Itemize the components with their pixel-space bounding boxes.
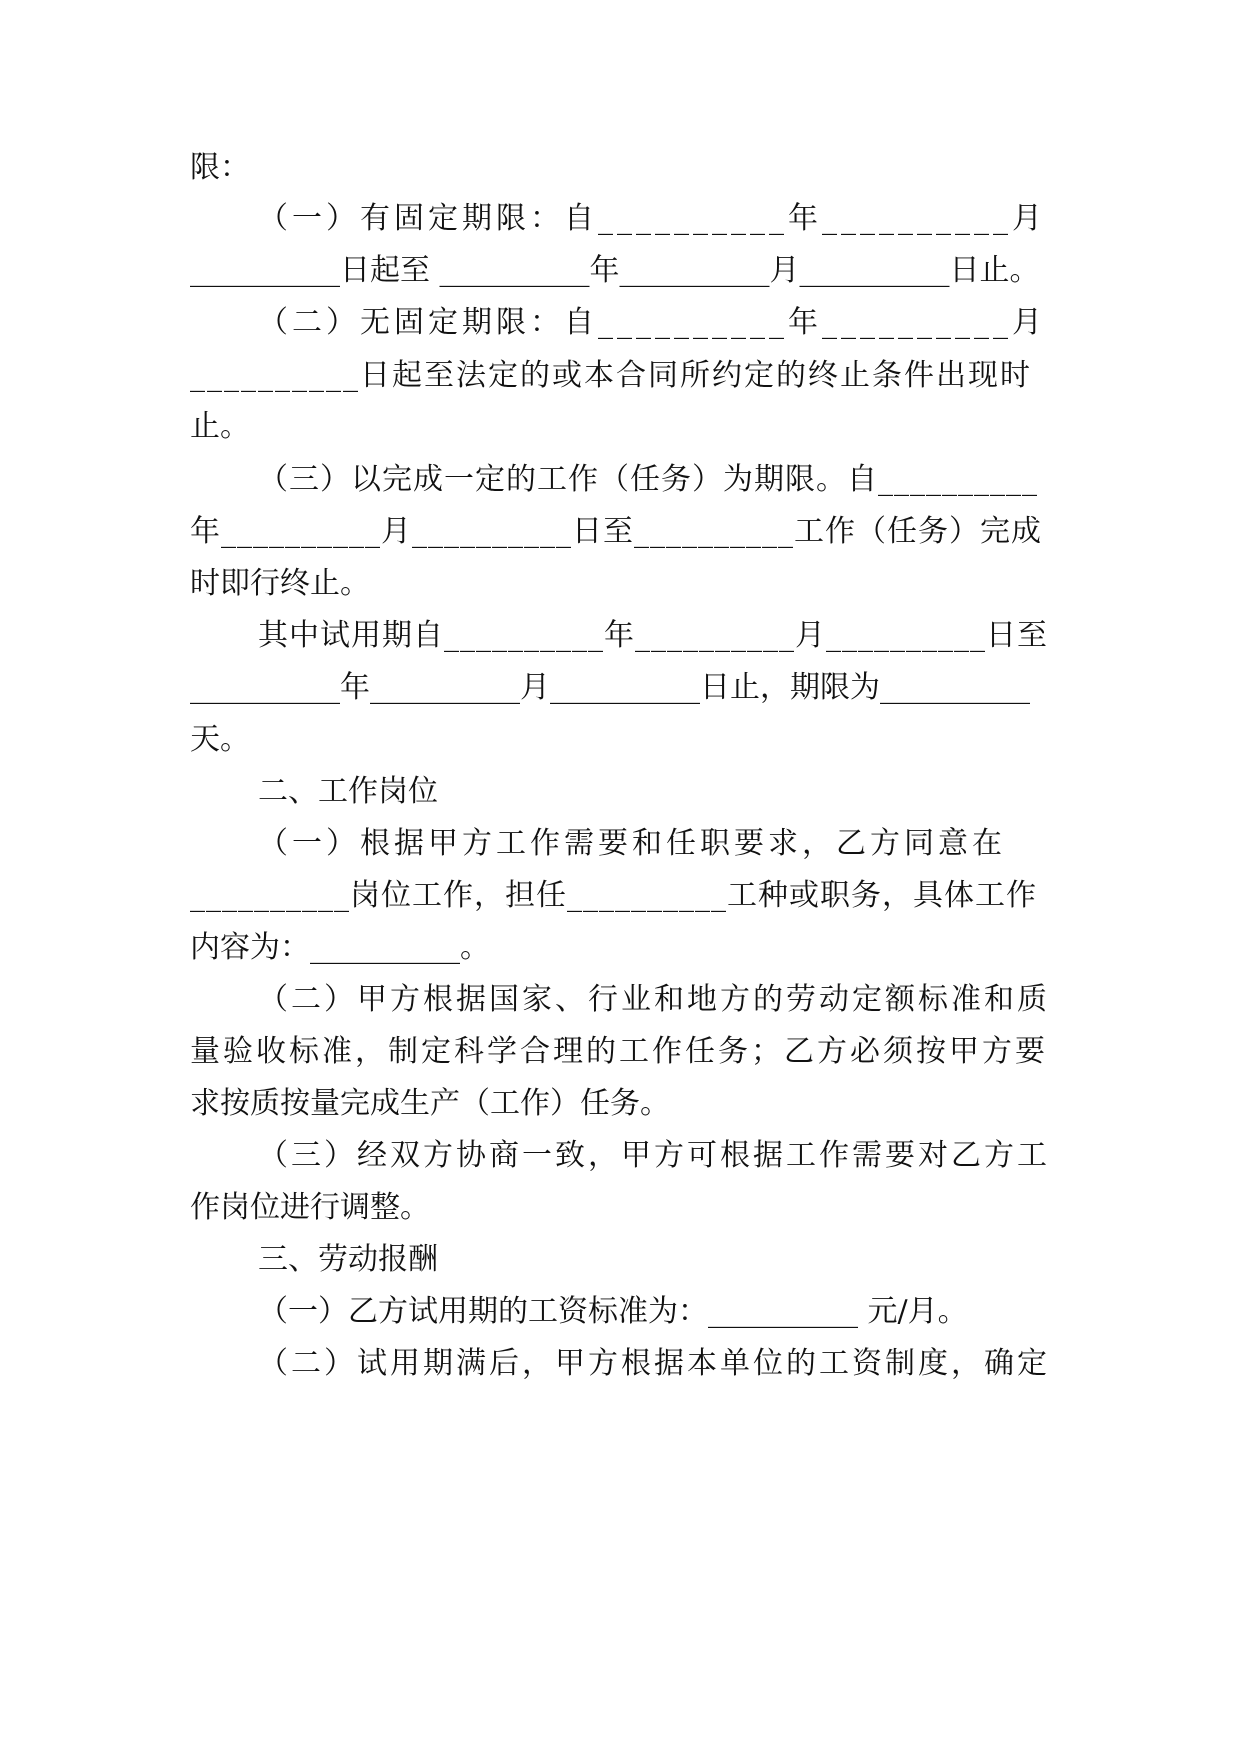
text-line: 其中试用期自__________年__________月__________日至: [258, 618, 1048, 653]
section-heading: 三、劳动报酬: [258, 1242, 438, 1277]
text-line: 限：: [190, 150, 250, 185]
text-line: （三）经双方协商一致，甲方可根据工作需要对乙方工: [258, 1138, 1050, 1173]
text-line: 量验收标准，制定科学合理的工作任务；乙方必须按甲方要: [190, 1034, 1048, 1069]
text-line: 年__________月__________日至__________工作（任务）完成: [190, 514, 1042, 549]
text-line: 作岗位进行调整。: [190, 1190, 430, 1225]
text-line: （一）根据甲方工作需要和任职要求，乙方同意在: [258, 826, 1006, 861]
text-line: （一）有固定期限：自__________年__________月: [258, 201, 1046, 236]
text-line: 内容为：__________。: [190, 930, 490, 965]
text-line: 求按质按量完成生产（工作）任务。: [190, 1086, 670, 1121]
text-line: 天。: [190, 722, 250, 757]
text-line: __________岗位工作，担任__________工种或职务，具体工作: [190, 878, 1037, 913]
text-line: （二）甲方根据国家、行业和地方的劳动定额标准和质: [258, 982, 1050, 1017]
text-line: （二）试用期满后，甲方根据本单位的工资制度，确定: [258, 1346, 1050, 1381]
text-line: 时即行终止。: [190, 566, 370, 601]
text-line: （三）以完成一定的工作（任务）为期限。自__________: [258, 462, 1038, 497]
text-line: __________日起至法定的或本合同所约定的终止条件出现时: [190, 358, 1032, 393]
text-line: __________日起至 __________年__________月__________日止。: [190, 253, 1040, 288]
section-heading: 二、工作岗位: [258, 774, 438, 809]
text-line: （一）乙方试用期的工资标准为：__________ 元/月。: [258, 1294, 968, 1329]
text-line: __________年__________月__________日止，期限为__________: [190, 670, 1030, 705]
text-line: （二）无固定期限：自__________年__________月: [258, 305, 1046, 340]
text-line: 止。: [190, 409, 250, 444]
